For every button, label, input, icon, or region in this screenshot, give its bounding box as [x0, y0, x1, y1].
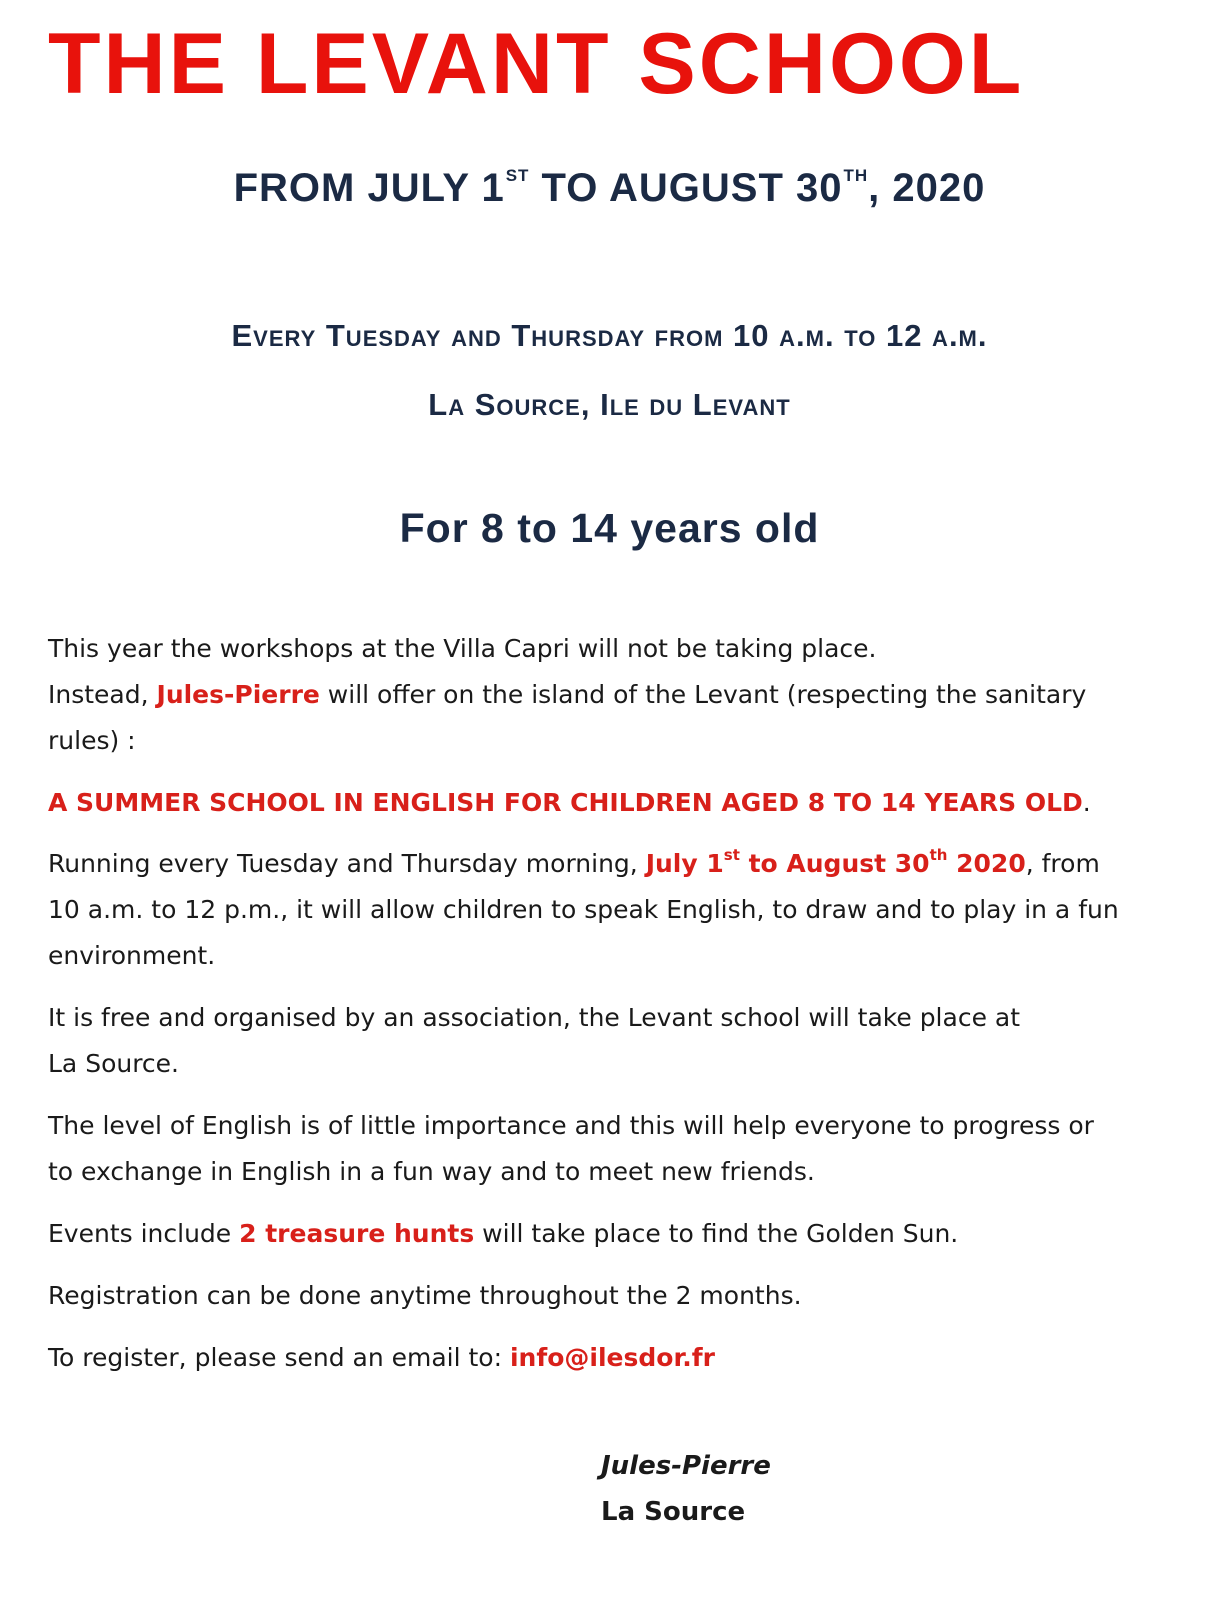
signature-place: La Source	[601, 1497, 746, 1527]
date-from: FROM JULY 1	[233, 166, 505, 210]
schedule-date-end: to August 30	[739, 849, 930, 878]
summer-school-highlight: A SUMMER SCHOOL IN ENGLISH FOR CHILDREN AGED 8 TO 14 YEARS OLD	[48, 788, 1083, 817]
summer-school-announcement	[48, 780, 1198, 826]
intro-line-1: This year the workshops at the Villa Capri will not be taking place.	[48, 634, 877, 663]
organizer-name: Jules-Pierre	[156, 680, 320, 709]
schedule-date-start-suffix: st	[723, 846, 740, 864]
schedule-date-year: 2020	[947, 849, 1026, 878]
schedule-line-3: environment.	[48, 941, 216, 970]
events-paragraph	[48, 1211, 1198, 1257]
schedule-heading: Every Tuesday and Thursday from 10 a.m. to 12 a.m.	[231, 318, 988, 353]
location-heading: La Source, Ile du Levant	[428, 387, 791, 422]
registration-paragraph: Registration can be done anytime throughout the 2 months.	[48, 1281, 802, 1310]
date-range-heading	[0, 162, 1219, 214]
date-to: TO AUGUST 30	[529, 166, 843, 210]
free-line-2: La Source.	[48, 1049, 180, 1078]
age-range-heading: For 8 to 14 years old	[399, 505, 820, 551]
announcement-period: .	[1082, 788, 1091, 817]
schedule-paragraph	[48, 841, 1198, 979]
events-line-end: will take place to find the Golden Sun.	[474, 1219, 959, 1248]
free-association-paragraph	[48, 995, 1198, 1087]
date-from-suffix: ST	[505, 166, 530, 185]
page-title: THE LEVANT SCHOOL	[48, 16, 1025, 112]
english-level-paragraph	[48, 1103, 1198, 1195]
schedule-dates-highlight	[645, 846, 1026, 878]
contact-email-link[interactable]: info@ilesdor.fr	[509, 1343, 715, 1372]
schedule-date-start: July 1	[645, 849, 724, 878]
intro-line-2-end: will offer on the island of the Levant (respecting the sanitary	[319, 680, 1087, 709]
intro-paragraph	[48, 626, 1198, 764]
events-line-start: Events include	[48, 1219, 240, 1248]
signature-name: Jules-Pierre	[601, 1451, 771, 1481]
schedule-line-end: , from	[1025, 849, 1100, 878]
treasure-hunts-highlight: 2 treasure hunts	[239, 1219, 475, 1248]
schedule-line-2: 10 a.m. to 12 p.m., it will allow children to speak English, to draw and to play in a fun	[48, 895, 1119, 924]
contact-paragraph	[48, 1335, 1198, 1381]
level-line-1: The level of English is of little importance and this will help everyone to progress or	[48, 1111, 1094, 1140]
date-to-suffix: TH	[843, 166, 869, 185]
schedule-line-start: Running every Tuesday and Thursday morning,	[48, 849, 646, 878]
date-year: , 2020	[868, 166, 986, 210]
level-line-2: to exchange in English in a fun way and to meet new friends.	[48, 1157, 815, 1186]
intro-line-3: rules) :	[48, 726, 136, 755]
contact-line-start: To register, please send an email to:	[48, 1343, 510, 1372]
schedule-date-end-suffix: th	[929, 846, 948, 864]
free-line-1: It is free and organised by an association, the Levant school will take place at	[48, 1003, 1021, 1032]
intro-line-2-start: Instead,	[48, 680, 157, 709]
